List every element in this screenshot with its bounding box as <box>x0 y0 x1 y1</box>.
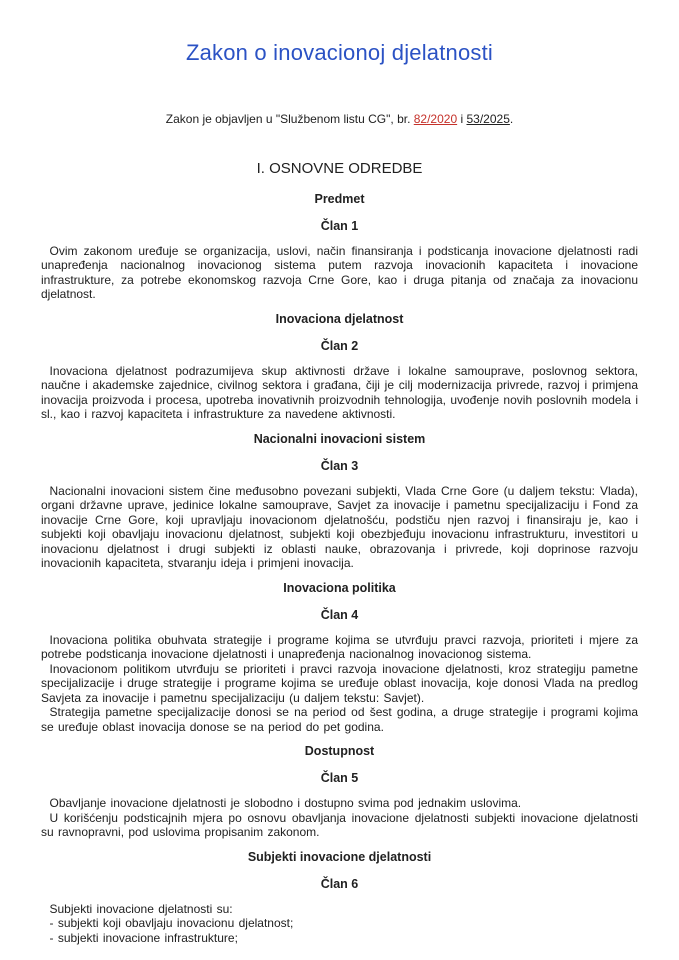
article-label-clan-4: Član 4 <box>320 607 359 622</box>
article-label-clan-1: Član 1 <box>320 218 359 233</box>
paragraph-clan-6-item-2: - subjekti inovacione infrastrukture; <box>49 930 238 945</box>
page-title: Zakon o inovacionoj djelatnosti <box>185 40 494 65</box>
subheading-dostupnost: Dostupnost <box>304 744 375 758</box>
publication-prefix: Zakon je objavljen u "Službenom listu CG", br. <box>165 112 414 126</box>
subheading-nacionalni-inovacioni-sistem: Nacionalni inovacioni sistem <box>253 431 426 446</box>
article-label-clan-6: Član 6 <box>320 876 359 891</box>
publication-line <box>41 112 638 127</box>
paragraph-clan-4-1: Inovaciona politika obuhvata strategije i programe kojima se utvrđuju pravci razvoja, prioriteti i mjere za potrebe podsticanja inovacione djelatnosti i unapređenja nacionalnog inovacionog sistema. <box>41 632 638 661</box>
paragraph-clan-4-3: Strategija pametne specijalizacije donosi se na period od šest godina, a druge strategije i programi kojima se uređuje oblast inovacija donose se na period do pet godina. <box>41 705 638 734</box>
paragraph-clan-5-1: Obavljanje inovacione djelatnosti je slobodno i dostupno svima pod jednakim uslovima. <box>49 796 522 810</box>
publication-suffix: . <box>509 112 514 126</box>
section-heading-osnovne-odredbe: I. OSNOVNE ODREDBE <box>256 159 423 177</box>
paragraph-clan-1: Ovim zakonom uređuje se organizacija, uslovi, način finansiranja i podsticanja inovacione djelatnosti radi unapređenja nacionalnog inovacionog sistema putem razvoja inovacionih kapaciteta i inovacione infrastrukture, za potrebe ekonomskog razvoja Crne Gore, kao i druga pitanja od značaja za inovacionu djelatnost. <box>41 243 638 301</box>
paragraph-clan-4-2: Inovacionom politikom utvrđuju se prioriteti i pravci razvoja inovacione djelatnosti, kroz strategiju pametne specijalizacije i druge strategije i programe kojima se uređuje oblast inovacija, koje donosi Vlada na predlog Savjeta za inovacije i pametnu specijalizaciju (u daljem tekstu: Savjet). <box>41 661 638 705</box>
subheading-predmet: Predmet <box>314 191 365 206</box>
subheading-inovaciona-politika: Inovaciona politika <box>283 580 396 595</box>
paragraph-clan-6-item-1: - subjekti koji obavljaju inovacionu djelatnost; <box>49 916 294 930</box>
paragraph-clan-2: Inovaciona djelatnost podrazumijeva skup aktivnosti države i lokalne samouprave, poslovnog sektora, naučne i akademske zajednice, civilnog sektora i građana, čiji je cilj modernizacija privrede, razvoj i primjena inovacija proizvoda i procesa, upotreba inovativnih proizvodnih tehnologija, uvođenje novih poslovnih modela i sl., kao i razvoj kapaciteta i infrastrukture za navedene aktivnosti. <box>41 363 638 421</box>
gazette-link-82-2020[interactable]: 82/2020 <box>413 112 458 126</box>
article-label-clan-5: Član 5 <box>320 771 359 785</box>
paragraph-clan-5-2: U korišćenju podsticajnih mjera po osnovu obavljanja inovacione djelatnosti subjekti inovacione djelatnosti su ravnopravni, pod uslovima propisanim zakonom. <box>41 810 638 839</box>
publication-conjunction: i <box>457 112 467 126</box>
article-label-clan-2: Član 2 <box>320 338 359 353</box>
subheading-inovaciona-djelatnost: Inovaciona djelatnost <box>275 311 404 326</box>
article-label-clan-3: Član 3 <box>320 458 359 473</box>
subheading-subjekti-inovacione-djelatnosti: Subjekti inovacione djelatnosti <box>247 849 432 864</box>
paragraph-clan-6-intro: Subjekti inovacione djelatnosti su: <box>49 901 233 916</box>
paragraph-clan-3: Nacionalni inovacioni sistem čine međusobno povezani subjekti, Vlada Crne Gore (u daljem tekstu: Vlada), organi državne uprave, jedinice lokalne samouprave, Savjet za inovacije i pametnu specijalizaciju i Fond za inovacije Crne Gore, koji upravljaju inovacionom djelatnošću, podstiču njen razvoj i finansiraju je, kao i subjekti koji obavljaju inovacionu djelatnost, subjekti koji obezbjeđuju inovacionu infrastrukturu, investitori u inovacionu djelatnost i drugi subjekti iz oblasti nauke, obrazovanja i privrede, koji doprinose razvoju inovacionih kapaciteta, stvaranju ideja i primjeni inovacija. <box>41 483 638 570</box>
gazette-link-53-2025[interactable]: 53/2025 <box>466 112 510 126</box>
